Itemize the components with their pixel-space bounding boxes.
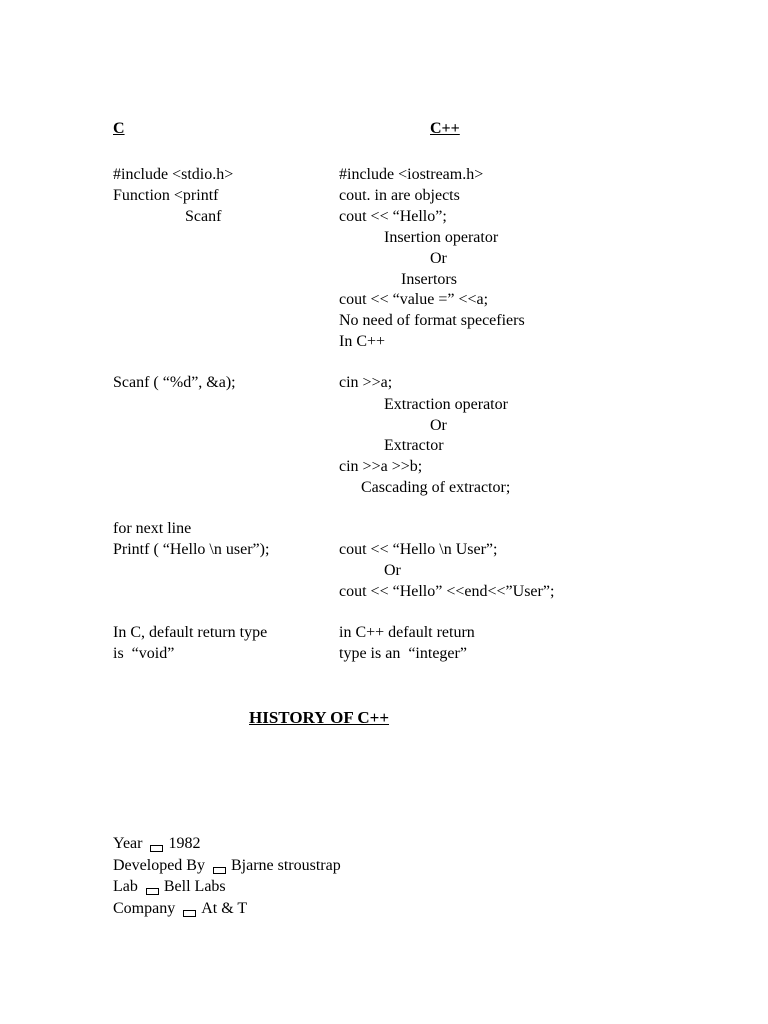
history-year-row [113, 834, 200, 854]
developer-value: Bjarne stroustrap [230, 857, 341, 874]
c-return-type-line1: In C, default return type [113, 624, 268, 641]
company-label: Company [113, 900, 176, 917]
history-lab-row [113, 877, 226, 897]
history-company-row [113, 899, 247, 919]
c-column-header: C [113, 120, 125, 137]
cpp-include-line: #include <iostream.h> [339, 166, 484, 183]
c-function-line: Function <printf [113, 187, 219, 204]
cpp-or-2: Or [430, 417, 447, 434]
cpp-or-3: Or [384, 562, 401, 579]
cpp-cout-value: cout << “value =” <<a; [339, 291, 489, 308]
history-developer-row [113, 856, 341, 876]
lab-label: Lab [113, 878, 138, 895]
cpp-or-1: Or [430, 250, 447, 267]
arrow-symbol-icon [213, 867, 226, 874]
cpp-cout-hello: cout << “Hello”; [339, 208, 447, 225]
cpp-no-format-specifiers: No need of format specefiers [339, 312, 525, 329]
cpp-column-header: C++ [430, 120, 460, 137]
cpp-cin-ab: cin >>a >>b; [339, 458, 423, 475]
arrow-symbol-icon [146, 888, 159, 895]
lab-value: Bell Labs [163, 878, 226, 895]
cpp-cout-newline: cout << “Hello \n User”; [339, 541, 498, 558]
history-heading: HISTORY OF C++ [249, 708, 390, 727]
cpp-objects-line: cout. in are objects [339, 187, 460, 204]
c-include-line: #include <stdio.h> [113, 166, 234, 183]
arrow-symbol-icon [183, 910, 196, 917]
company-value: At & T [201, 900, 248, 917]
cpp-insertion-operator: Insertion operator [384, 229, 499, 246]
year-value: 1982 [168, 835, 201, 852]
year-label: Year [113, 835, 143, 852]
arrow-symbol-icon [150, 845, 163, 852]
c-return-type-line2: is “void” [113, 645, 175, 662]
cpp-insertors: Insertors [401, 271, 457, 288]
cpp-cout-endl: cout << “Hello” <<end<<”User”; [339, 583, 555, 600]
cpp-in-cpp: In C++ [339, 333, 386, 350]
cpp-extraction-operator: Extraction operator [384, 396, 508, 413]
c-next-line-note: for next line [113, 520, 192, 537]
c-scanf-line: Scanf [185, 208, 222, 225]
c-scanf-example: Scanf ( “%d”, &a); [113, 374, 236, 391]
cpp-return-type-line2: type is an “integer” [339, 645, 467, 662]
developer-label: Developed By [113, 857, 205, 874]
cpp-return-type-line1: in C++ default return [339, 624, 475, 641]
c-printf-example: Printf ( “Hello \n user”); [113, 541, 270, 558]
cpp-cin-a: cin >>a; [339, 374, 393, 391]
cpp-cascading: Cascading of extractor; [361, 479, 511, 496]
cpp-extractor: Extractor [384, 437, 444, 454]
